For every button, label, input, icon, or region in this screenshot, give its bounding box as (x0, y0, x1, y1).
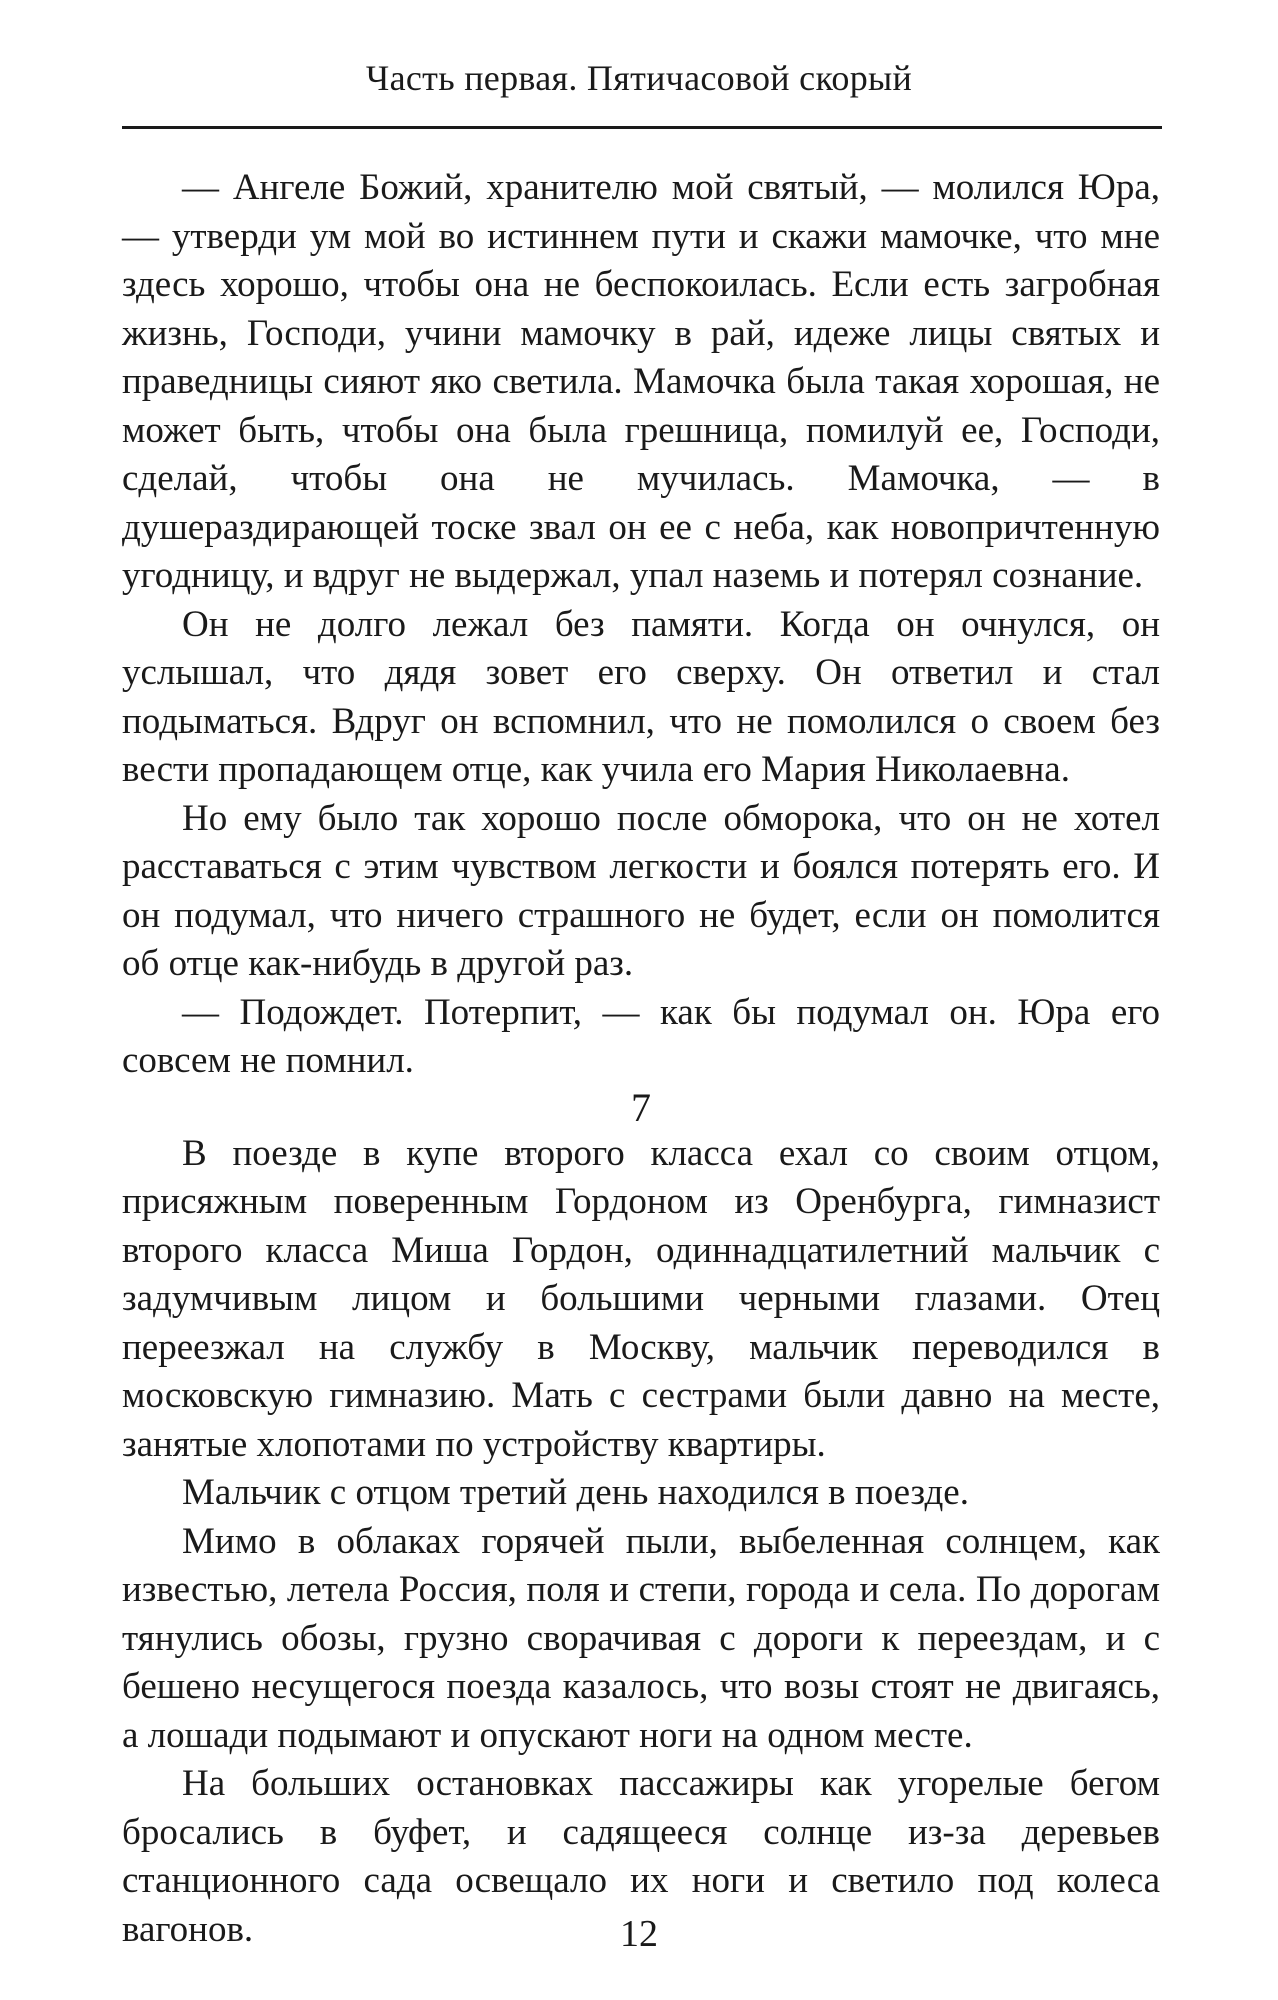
paragraph: Но ему было так хорошо после обморока, что он не хотел расставаться с этим чувством легкости и боялся потерять его. И он подумал, что ничего страшного не будет, если он помолится об отце как-нибудь в другой раз. (122, 797, 1160, 984)
chapter-number: 7 (631, 1084, 651, 1130)
page-number: 12 (620, 1913, 658, 1955)
text-body (122, 164, 1160, 1954)
running-header: Часть первая. Пятичасовой скорый (365, 58, 913, 98)
paragraph: Мальчик с отцом третий день находился в поезде. (182, 1472, 969, 1513)
paragraph: — Подождет. Потерпит, — как бы подумал он. Юра его совсем не помнил. (122, 991, 1160, 1081)
paragraph: — Ангеле Божий, хранителю мой святый, — молился Юра, — утверди ум мой во истиннем пути и скажи мамочке, что мне здесь хорошо, чтобы она не беспокоилась. Если есть загробная жизнь, Господи, учини мамочку в рай, идеже лицы святых и праведницы сияют яко светила. Мамочка была такая хорошая, не может быть, чтобы она была грешница, помилуй ее, Господи, сделай, чтобы она не мучилась. Мамочка, — в душераздирающей тоске звал он ее с неба, как новопричтенную угодницу, и вдруг не выдержал, упал наземь и потерял сознание. (122, 167, 1160, 596)
paragraph: Мимо в облаках горячей пыли, выбеленная солнцем, как известью, летела Россия, поля и степи, города и села. По дорогам тянулись обозы, грузно сворачивая с дороги к переездам, и с бешено несущегося поезда казалось, что возы стоят не двигаясь, а лошади подымают и опускают ноги на одном месте. (122, 1520, 1160, 1756)
header-rule (122, 126, 1162, 129)
paragraph: Он не долго лежал без памяти. Когда он очнулся, он услышал, что дядя зовет его сверху. Он ответил и стал подыматься. Вдруг он вспомнил, что не помолился о своем без вести пропадающем отце, как учила его Мария Николаевна. (122, 603, 1160, 790)
paragraph: В поезде в купе второго класса ехал со своим отцом, присяжным поверенным Гордоном из Оренбурга, гимназист второго класса Миша Гордон, одиннадцатилетний мальчик с задумчивым лицом и большими черными глазами. Отец переезжал на службу в Москву, мальчик переводился в московскую гимназию. Мать с сестрами были давно на месте, занятые хлопотами по устройству квартиры. (122, 1132, 1160, 1465)
paragraph: На больших остановках пассажиры как угорелые бегом бросались в буфет, и садящееся солнце из-за деревьев станционного сада освещало их ноги и светило под колеса вагонов. (122, 1763, 1160, 1950)
